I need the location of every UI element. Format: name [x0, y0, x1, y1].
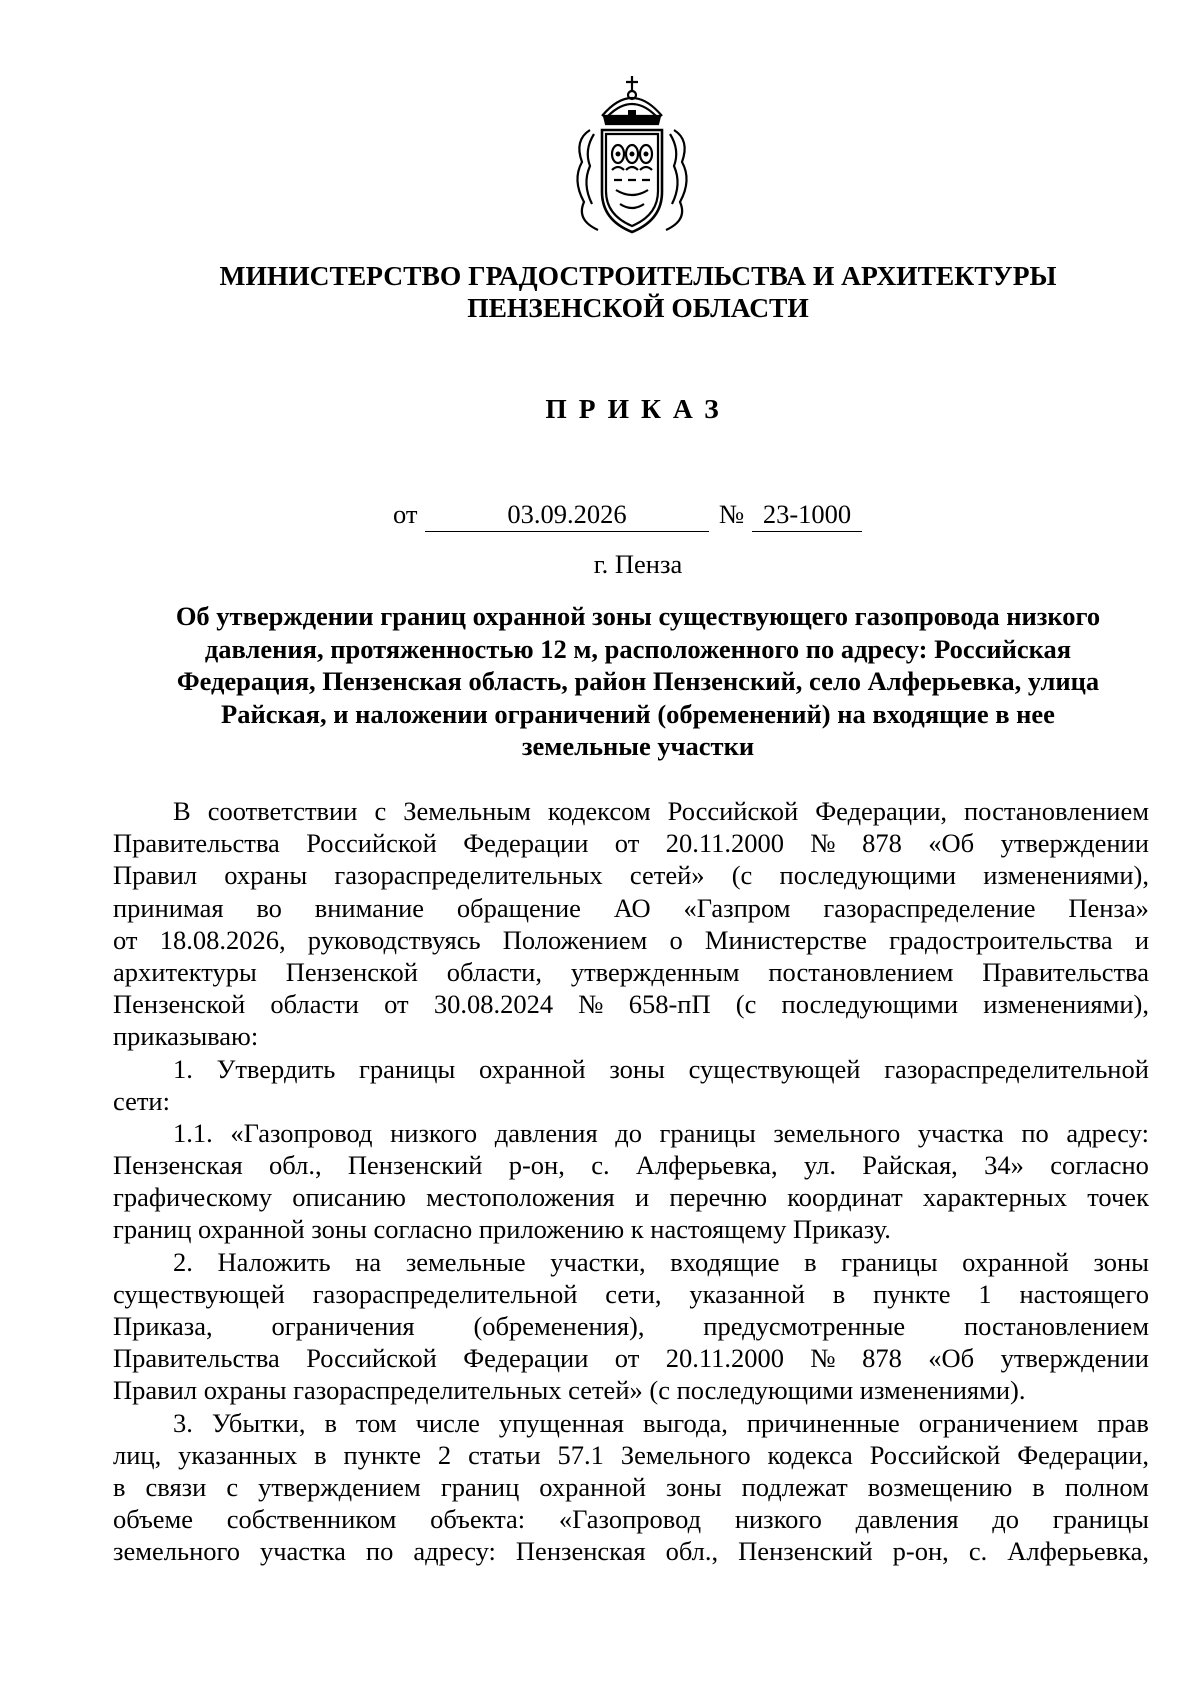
order-title — [100, 600, 1176, 763]
body-line: от 18.08.2026, руководствуясь Положением о Министерстве градостроительства и — [113, 924, 1149, 955]
body-line: 1.1. «Газопровод низкого давления до границы земельного участка по адресу: — [173, 1117, 1149, 1148]
body-line: Правил охраны газораспределительных сетей» (с последующими изменениями). — [113, 1375, 1026, 1406]
body-line: границ охранной зоны согласно приложению к настоящему Приказу. — [113, 1214, 891, 1245]
body-line: существующей газораспределительной сети, указанной в пункте 1 настоящего — [113, 1278, 1149, 1309]
body-line: Правительства Российской Федерации от 20.11.2000 № 878 «Об утверждении — [113, 1343, 1149, 1374]
body-line: объеме собственником объекта: «Газопровод низкого давления до границы — [113, 1504, 1149, 1535]
body-line: сети: — [113, 1085, 170, 1116]
city: г. Пенза — [593, 549, 683, 579]
document-type-title: ПРИКАЗ — [545, 393, 731, 424]
order-date: 03.09.2026 — [425, 497, 709, 532]
body-line: графическому описанию местоположения и перечню координат характерных точек — [113, 1182, 1149, 1213]
body-line: 3. Убытки, в том числе упущенная выгода, причиненные ограничением прав — [173, 1407, 1149, 1438]
order-number-label: № — [719, 499, 745, 529]
body-line: Пензенская обл., Пензенский р-он, с. Алферьевка, ул. Райская, 34» согласно — [113, 1150, 1149, 1181]
title-line: Федерация, Пензенская область, район Пензенский, село Алферьевка, улица — [176, 666, 1100, 696]
ministry-name-line1: МИНИСТЕРСТВО ГРАДОСТРОИТЕЛЬСТВА И АРХИТЕКТУРЫ — [219, 260, 1057, 291]
body-line: принимая во внимание обращение АО «Газпром газораспределение Пенза» — [113, 892, 1149, 923]
ministry-name — [0, 260, 1200, 324]
body-line: 2. Наложить на земельные участки, входящие в границы охранной зоны — [173, 1246, 1149, 1277]
title-line: Об утверждении границ охранной зоны существующего газопровода низкого — [175, 601, 1101, 631]
title-line: Райская, и наложении ограничений (обременений) на входящие в нее — [221, 698, 1055, 729]
body-line: лиц, указанных в пункте 2 статьи 57.1 Земельного кодекса Российской Федерации, — [113, 1439, 1149, 1470]
body-line: приказываю: — [113, 1021, 259, 1052]
order-number: 23-1000 — [752, 497, 862, 532]
date-from-label: от — [393, 499, 418, 529]
body-line: архитектуры Пензенской области, утвержденным постановлением Правительства — [113, 956, 1149, 987]
ministry-name-line2: ПЕНЗЕНСКОЙ ОБЛАСТИ — [467, 292, 809, 323]
body-line: 1. Утвердить границы охранной зоны существующей газораспределительной — [173, 1053, 1149, 1084]
body-line: Пензенской области от 30.08.2024 № 658-пП (с последующими изменениями), — [113, 989, 1149, 1020]
body-line: в связи с утверждением границ охранной зоны подлежат возмещению в полном — [113, 1471, 1149, 1502]
body-line: Приказа, ограничения (обременения), предусмотренные постановлением — [113, 1311, 1149, 1341]
order-body — [113, 795, 1149, 1568]
body-line: В соответствии с Земельным кодексом Российской Федерации, постановлением — [173, 796, 1149, 826]
title-line: земельные участки — [521, 731, 755, 761]
body-line: земельного участка по адресу: Пензенская обл., Пензенский р-он, с. Алферьевка, — [113, 1536, 1149, 1567]
body-line: Правил охраны газораспределительных сетей» (с последующими изменениями), — [113, 860, 1149, 891]
title-line: давления, протяженностью 12 м, расположенного по адресу: Российская — [204, 633, 1072, 664]
coat-of-arms-icon — [568, 70, 696, 238]
body-line: Правительства Российской Федерации от 20.11.2000 № 878 «Об утверждении — [113, 828, 1149, 859]
